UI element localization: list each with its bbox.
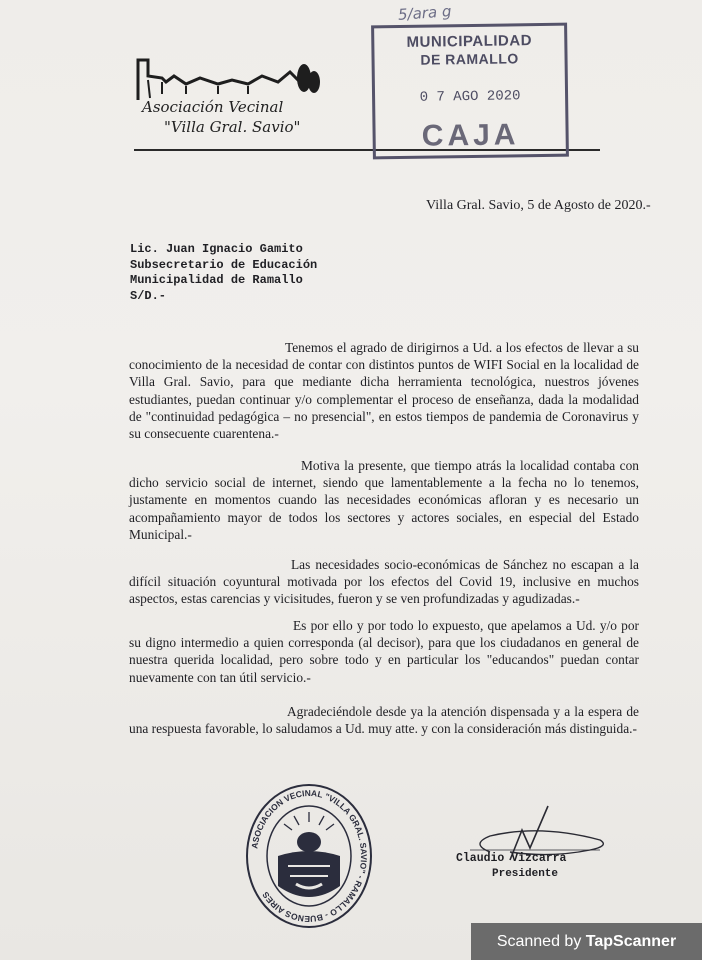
association-seal-icon <box>244 782 374 930</box>
paragraph-4-text: Es por ello y por todo lo expuesto, que apelamos a Ud. y/o por su digno intermedio a quien corresponda (al decisor), para que los ciudadanos en general de nuestra querida localidad, pero sobre todo y en particular los "educandos" puedan contar nuevamente con tan útil servicio.- <box>129 618 639 685</box>
signatory-name: Claudio Vizcarra <box>456 852 567 865</box>
addressee-sd: S/D.- <box>130 288 167 303</box>
addressee-role: Subsecretario de Educación <box>130 257 318 272</box>
stamp-caja: CAJA <box>421 118 520 153</box>
stamp-line1: MUNICIPALIDAD <box>406 32 533 51</box>
paragraph-1 <box>129 339 639 442</box>
dateline: Villa Gral. Savio, 5 de Agosto de 2020.- <box>426 198 651 213</box>
paragraph-3-text: Las necesidades socio-económicas de Sánchez no escapan a la difícil situación coyuntural motivada por los efectos del Covid 19, inclusive en muchos aspectos, estas carencias y vicisitudes, fueron y se ven profundizadas y agudizadas.- <box>129 557 639 607</box>
paragraph-1-text: Tenemos el agrado de dirigirnos a Ud. a los efectos de llevar a su conocimiento de la necesidad de contar con distintos puntos de WIFI Social en la localidad de Villa Gral. Savio, para que mediante dicha herramienta tecnológica, nuestros jóvenes estudiantes, puedan continuar y/o complementar el proceso de enseñanza, dada la modalidad de "continuidad pedagógica – no presencial", en estos tiempos de pandemia de Coronavirus y su consecuente cuarentena.- <box>129 340 639 442</box>
paragraph-4 <box>129 617 639 686</box>
signatory-title: Presidente <box>492 868 559 880</box>
paragraph-2 <box>129 457 639 543</box>
reception-stamp <box>371 23 569 160</box>
stamp-line2: DE RAMALLO <box>420 50 519 68</box>
paragraph-5 <box>129 703 639 737</box>
paragraph-2-text: Motiva la presente, que tiempo atrás la localidad contaba con dicho servicio social de internet, siendo que lamentablemente a la fecha no lo tenemos, justamente en momentos cuando las necesidades económicas afloran y es necesario un acompañamiento mayor de todos los sectores y actores sociales, en especial del Estado Municipal.- <box>129 458 639 542</box>
paragraph-3 <box>129 556 639 608</box>
org-name-line2: "Villa Gral. Savio" <box>164 118 301 136</box>
watermark-brand: TapScanner <box>585 933 677 950</box>
addressee-office: Municipalidad de Ramallo <box>130 273 303 287</box>
addressee-name: Lic. Juan Ignacio Gamito <box>130 242 303 256</box>
org-name-line1: Asociación Vecinal <box>142 98 284 116</box>
scanner-watermark <box>471 923 702 960</box>
stamp-date: 0 7 AGO 2020 <box>419 88 521 106</box>
seal-ring-text: ASOCIACION VECINAL "VILLA GRAL. SAVIO" - RAMALLO - BUENOS AIRES <box>249 787 370 925</box>
paragraph-5-text: Agradeciéndole desde ya la atención dispensada y a la espera de una respuesta favorable, lo saludamos a Ud. muy atte. y con la consideración más distinguida.- <box>129 704 639 737</box>
addressee-block <box>130 242 317 304</box>
watermark-prefix: Scanned by <box>496 933 586 950</box>
handwritten-note: 5/ara g <box>397 2 453 24</box>
association-logo <box>128 54 328 154</box>
skyline-icon <box>128 54 328 104</box>
